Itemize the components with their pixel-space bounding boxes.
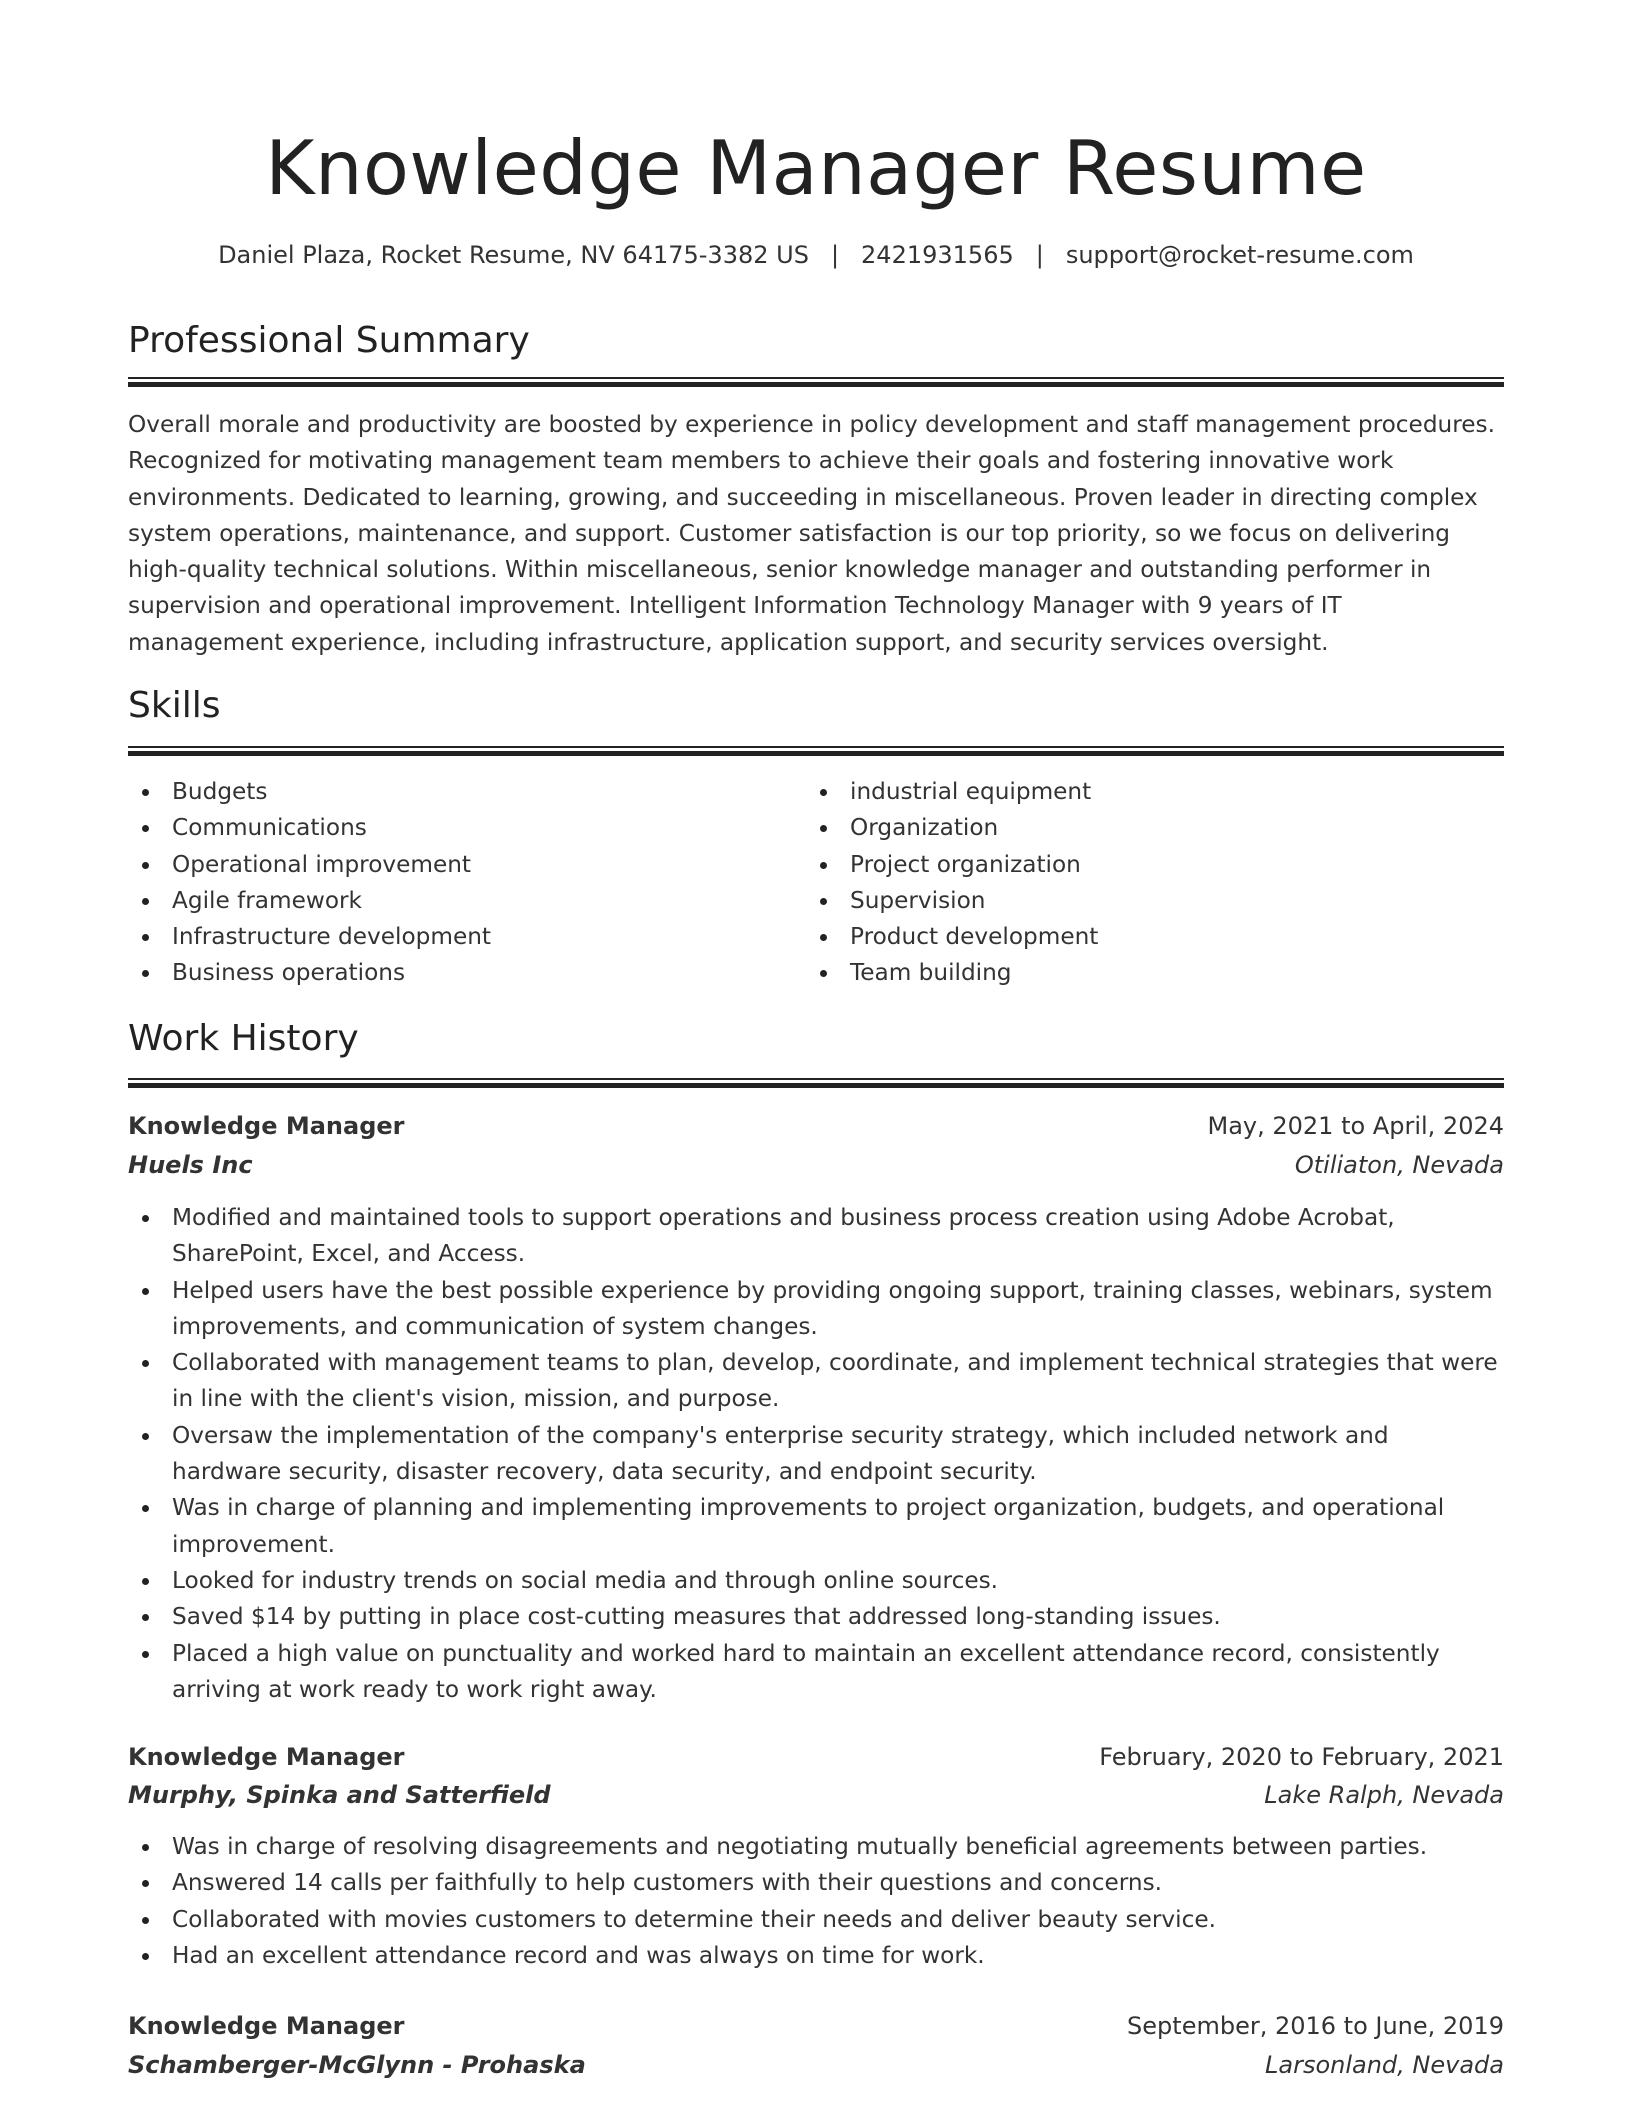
job-dates: February, 2020 to February, 2021 [1099,1743,1504,1771]
summary-heading: Professional Summary [128,320,530,361]
job-title: Knowledge Manager [128,1112,405,1140]
summary-text: Overall morale and productivity are boosted by experience in policy development and staff management procedures. Recognized for motivating management team members to achieve their goals and fostering innovative work environments. Dedicated to learning, growing, and succeeding in miscellaneous. Proven leader in directing complex system operations, maintenance, and support. Customer satisfaction is our top priority, so we focus on delivering high-quality technical solutions. Within miscellaneous, senior knowledge manager and outstanding performer in supervision and operational improvement. Intelligent Information Technology Manager with 9 years of IT management experience, including infrastructure, application support, and security services oversight. [128,411,1495,656]
job-bullet: Was in charge of planning and implementing improvements to project organization, budgets, and operational improvement. [128,1490,1504,1563]
skill-item: Team building [806,955,1446,991]
skill-item: industrial equipment [806,774,1446,810]
job-bullet: Collaborated with management teams to plan, develop, coordinate, and implement technical strategies that were in line with the client's vision, mission, and purpose. [128,1345,1504,1418]
job-company: Murphy, Spinka and Satterfield [128,1781,551,1809]
skill-item: Product development [806,919,1446,955]
skill-item: Infrastructure development [128,919,768,955]
job-bullet: Collaborated with movies customers to determine their needs and deliver beauty service. [128,1902,1504,1938]
job-bullet: Saved $14 by putting in place cost-cutting measures that addressed long-standing issues. [128,1599,1504,1635]
skills-list-left [128,774,768,992]
job-bullet: Was in charge of resolving disagreements and negotiating mutually beneficial agreements between parties. [128,1829,1504,1865]
job-bullet: Answered 14 calls per faithfully to help customers with their questions and concerns. [128,1865,1504,1901]
skill-item: Budgets [128,774,768,810]
contact-phone: 2421931565 [861,241,1014,269]
work-history-divider [128,1078,1504,1088]
skill-item: Supervision [806,883,1446,919]
contact-line [128,237,1504,273]
job-dates: May, 2021 to April, 2024 [1207,1112,1504,1140]
job-bullet-list [128,1200,1504,1708]
contact-separator: | [830,241,840,269]
job-bullet: Placed a high value on punctuality and worked hard to maintain an excellent attendance record, consistently arriving at work ready to work right away. [128,1636,1504,1709]
skill-item: Agile framework [128,883,768,919]
job-title: Knowledge Manager [128,1743,405,1771]
job-bullet: Modified and maintained tools to support operations and business process creation using Adobe Acrobat, SharePoint, Excel, and Access. [128,1200,1504,1273]
work-history-heading: Work History [128,1018,359,1059]
job-dates: September, 2016 to June, 2019 [1127,2012,1504,2040]
skills-divider [128,746,1504,756]
job-location: Otiliaton, Nevada [1294,1151,1504,1179]
job-bullet-list [128,1829,1504,1974]
job-title: Knowledge Manager [128,2012,405,2040]
skill-item: Business operations [128,955,768,991]
job-company: Schamberger-McGlynn - Prohaska [128,2051,586,2079]
skills-list-right [806,774,1446,992]
job-company: Huels Inc [128,1151,253,1179]
job-location: Lake Ralph, Nevada [1264,1781,1504,1809]
resume-title: Knowledge Manager Resume [265,124,1367,212]
skills-heading: Skills [128,685,221,726]
job-location: Larsonland, Nevada [1265,2051,1504,2079]
job-bullet: Had an excellent attendance record and was always on time for work. [128,1938,1504,1974]
job-bullet: Oversaw the implementation of the company's enterprise security strategy, which included network and hardware security, disaster recovery, data security, and endpoint security. [128,1418,1504,1491]
skill-item: Project organization [806,847,1446,883]
contact-email: support@rocket-resume.com [1065,241,1414,269]
summary-divider [128,377,1504,387]
contact-separator: | [1035,241,1044,269]
job-bullet: Looked for industry trends on social media and through online sources. [128,1563,1504,1599]
job-bullet: Helped users have the best possible experience by providing ongoing support, training classes, webinars, system improvements, and communication of system changes. [128,1273,1504,1346]
contact-address: Daniel Plaza, Rocket Resume, NV 64175-3382 US [218,241,809,269]
skill-item: Operational improvement [128,847,768,883]
skill-item: Communications [128,810,768,846]
skill-item: Organization [806,810,1446,846]
